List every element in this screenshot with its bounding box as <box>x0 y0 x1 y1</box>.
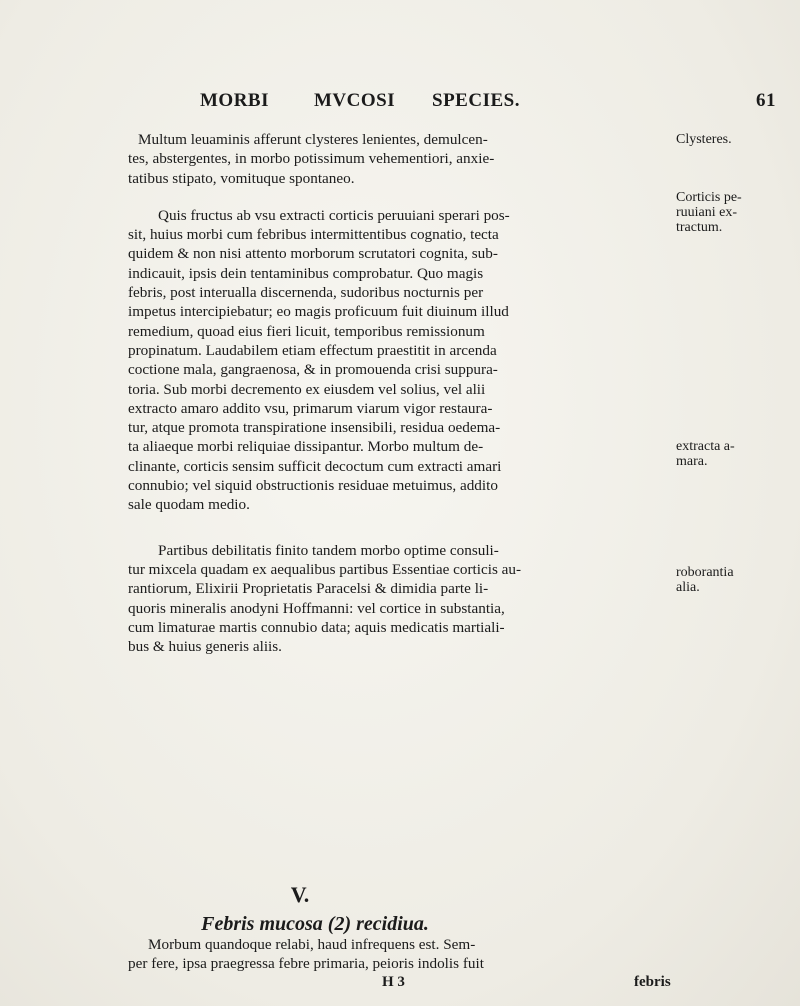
text-line: toria. Sub morbi decremento ex eiusdem vel solius, vel alii <box>128 380 486 398</box>
text-line: tes, abstergentes, in morbo potissimum vehementiori, anxie- <box>128 150 495 168</box>
margin-note-roborantia <box>676 565 776 595</box>
text-line: cum limaturae martis connubio data; aquis medicatis martiali- <box>128 618 505 636</box>
text-line: Morbum quandoque relabi, haud infrequens est. Sem- <box>148 936 476 953</box>
running-header <box>200 90 776 114</box>
margin-note-clysteres <box>676 132 776 147</box>
text-line: tur mixcela quadam ex aequalibus partibus Essentiae corticis au- <box>128 560 522 578</box>
text-line: remedium, quoad eius fieri licuit, temporibus remissionum <box>128 322 485 340</box>
text-line: rantiorum, Elixirii Proprietatis Paracelsi & dimidia parte li- <box>128 580 489 598</box>
section-number: V. <box>290 882 310 907</box>
margin-note-line: extracta a- <box>676 439 735 454</box>
text-line: tatibus stipato, vomituque spontaneo. <box>128 169 355 187</box>
text-line: bus & huius generis aliis. <box>128 638 282 656</box>
signature-mark: H 3 <box>382 974 405 990</box>
header-word-morbi: MORBI <box>200 90 269 111</box>
margin-note-line: ruuiani ex- <box>676 205 738 220</box>
text-line: febris, post interualla discernenda, sudoribus nocturnis per <box>128 284 484 302</box>
margin-note-cortex <box>676 190 776 235</box>
text-line: propinatum. Laudabilem etiam effectum praestitit in arcenda <box>128 341 497 359</box>
margin-note-line: Corticis pe- <box>676 190 742 205</box>
margin-note-line: alia. <box>676 580 700 595</box>
text-line: tur, atque promota transpiratione insensibili, residua oedema- <box>128 419 501 437</box>
margin-note-extracta <box>676 439 776 469</box>
text-line: ta aliaeque morbi reliquiae dissipantur. Morbo multum de- <box>128 438 484 456</box>
margin-note-line: tractum. <box>676 220 723 235</box>
paragraph-clysteres <box>128 130 768 188</box>
text-line: connubio; vel siquid obstructionis residuae metuimus, addito <box>128 477 498 495</box>
page-number: 61 <box>756 90 776 111</box>
margin-note-line: Clysteres. <box>676 132 732 147</box>
main-text <box>128 130 768 670</box>
text-line: Quis fructus ab vsu extracti corticis peruuiani sperari pos- <box>158 206 510 224</box>
text-line: coctione mala, gangraenosa, & in promouenda crisi suppura- <box>128 361 498 379</box>
header-word-mucosi: MVCOSI <box>314 90 396 111</box>
paragraph-roborantia <box>128 541 768 657</box>
text-line: Partibus debilitatis finito tandem morbo optime consuli- <box>158 541 499 559</box>
text-line: impetus intercipiebatur; eo magis proficuum fuit diuinum illud <box>128 303 509 321</box>
paragraph-cortex <box>128 206 768 515</box>
text-line: extracto amaro addito vsu, primarum viarum vigor restaura- <box>128 399 493 417</box>
text-line: quoris mineralis anodyni Hoffmanni: vel cortice in substantia, <box>128 599 505 617</box>
margin-note-line: roborantia <box>676 565 734 580</box>
margin-note-line: mara. <box>676 454 708 469</box>
text-line: clinante, corticis sensim sufficit decoctum cum extracti amari <box>128 457 502 475</box>
section-title: Febris mucosa (2) recidiua. <box>201 913 429 935</box>
section-text <box>128 935 688 974</box>
text-line: sit, huius morbi cum febribus intermittentibus cognatio, tecta <box>128 226 499 244</box>
text-line: indicauit, ipsis dein tentaminibus comprobatur. Quo magis <box>128 264 484 282</box>
text-line: quidem & non nisi attento morborum scrutatori cognita, sub- <box>128 245 498 263</box>
header-word-species: SPECIES. <box>432 90 520 111</box>
text-line: per fere, ipsa praegressa febre primaria, peioris indolis fuit <box>128 955 484 973</box>
catchword: febris <box>634 974 671 990</box>
text-line: Multum leuaminis afferunt clysteres lenientes, demulcen- <box>138 131 488 148</box>
text-line: sale quodam medio. <box>128 496 250 514</box>
